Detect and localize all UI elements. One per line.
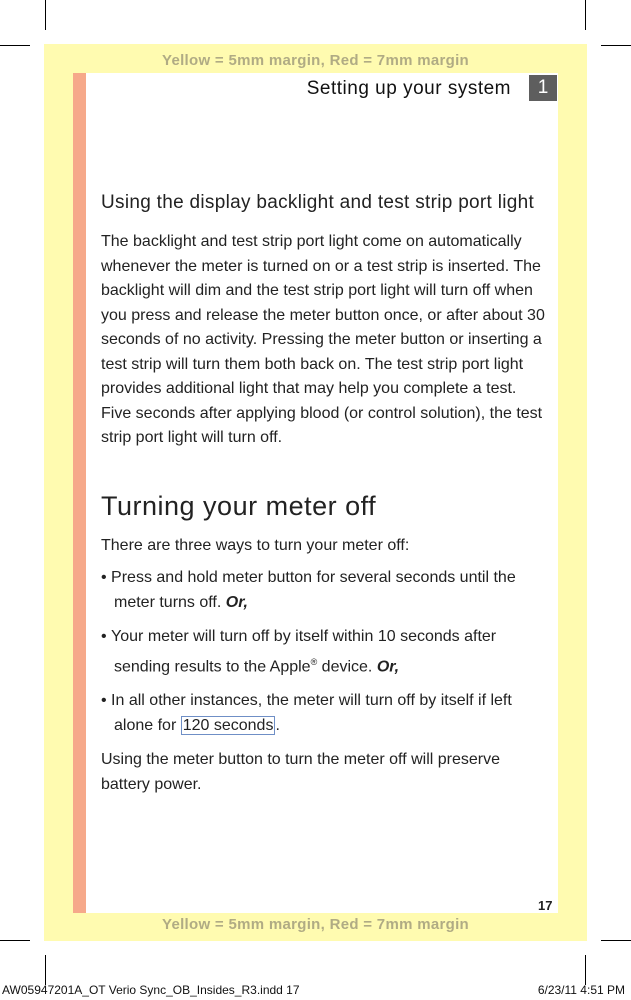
crop-mark — [585, 955, 586, 985]
list-item: • Press and hold meter button for several seconds until the meter turns off. Or, — [101, 569, 516, 611]
crop-mark — [0, 940, 30, 941]
margin-note-top: Yellow = 5mm margin, Red = 7mm margin — [161, 52, 470, 69]
crop-mark — [601, 940, 631, 941]
margin-note-bottom: Yellow = 5mm margin, Red = 7mm margin — [161, 916, 470, 933]
bullet-text: Press and hold meter button for several seconds until the meter turns off. — [111, 569, 516, 611]
closing-paragraph: Using the meter button to turn the meter off will preserve battery power. — [101, 751, 501, 793]
bullet-text: Your meter will turn off by itself within 10 seconds after sending results to the Apple — [111, 628, 497, 675]
list-item: • Your meter will turn off by itself within 10 seconds after sending results to the Apple® device. Or, — [101, 628, 497, 675]
red-margin-band — [73, 73, 86, 913]
crop-mark — [601, 45, 631, 46]
turn-off-methods-list — [101, 566, 551, 738]
or-label: Or, — [225, 593, 248, 611]
backlight-body: The backlight and test strip port light come on automatically whenever the meter is turned on or a test strip is inserted. The backlight will dim and the test strip port light will turn off when you press and release the meter button once, or after about 30 seconds of no activity. Pressing the meter button or inserting a test strip will turn them both back on. The test strip port light provides additional light that may help you complete a test. Five seconds after applying blood (or control solution), the test strip port light will turn off. — [101, 233, 545, 446]
crop-mark — [45, 955, 46, 985]
or-label: Or, — [376, 657, 400, 675]
turning-off-heading: Turning your meter off — [101, 490, 377, 521]
backlight-heading: Using the display backlight and test strip port light — [101, 192, 535, 213]
bullet-text: In all other instances, the meter will turn off by itself if left alone for — [111, 692, 512, 734]
chapter-badge: 1 — [529, 75, 557, 101]
crop-mark — [0, 45, 30, 46]
print-slug-datetime: 6/23/11 4:51 PM — [537, 983, 625, 997]
crop-mark — [585, 0, 586, 30]
bullet-text-end: . — [275, 716, 280, 734]
print-slug-filename: AW05947201A_OT Verio Sync_OB_Insides_R3.indd 17 — [2, 983, 300, 997]
list-item: • In all other instances, the meter will turn off by itself if left alone for 120 seconds . — [101, 692, 512, 734]
registered-mark: ® — [310, 656, 318, 667]
page-number: 17 — [538, 898, 553, 913]
main-content — [101, 190, 551, 797]
highlighted-duration: 120 seconds — [182, 716, 274, 734]
crop-mark — [45, 0, 46, 30]
section-title: Setting up your system — [306, 78, 511, 99]
turning-off-intro: There are three ways to turn your meter off: — [101, 536, 410, 554]
bullet-text-end: device. — [317, 657, 373, 675]
